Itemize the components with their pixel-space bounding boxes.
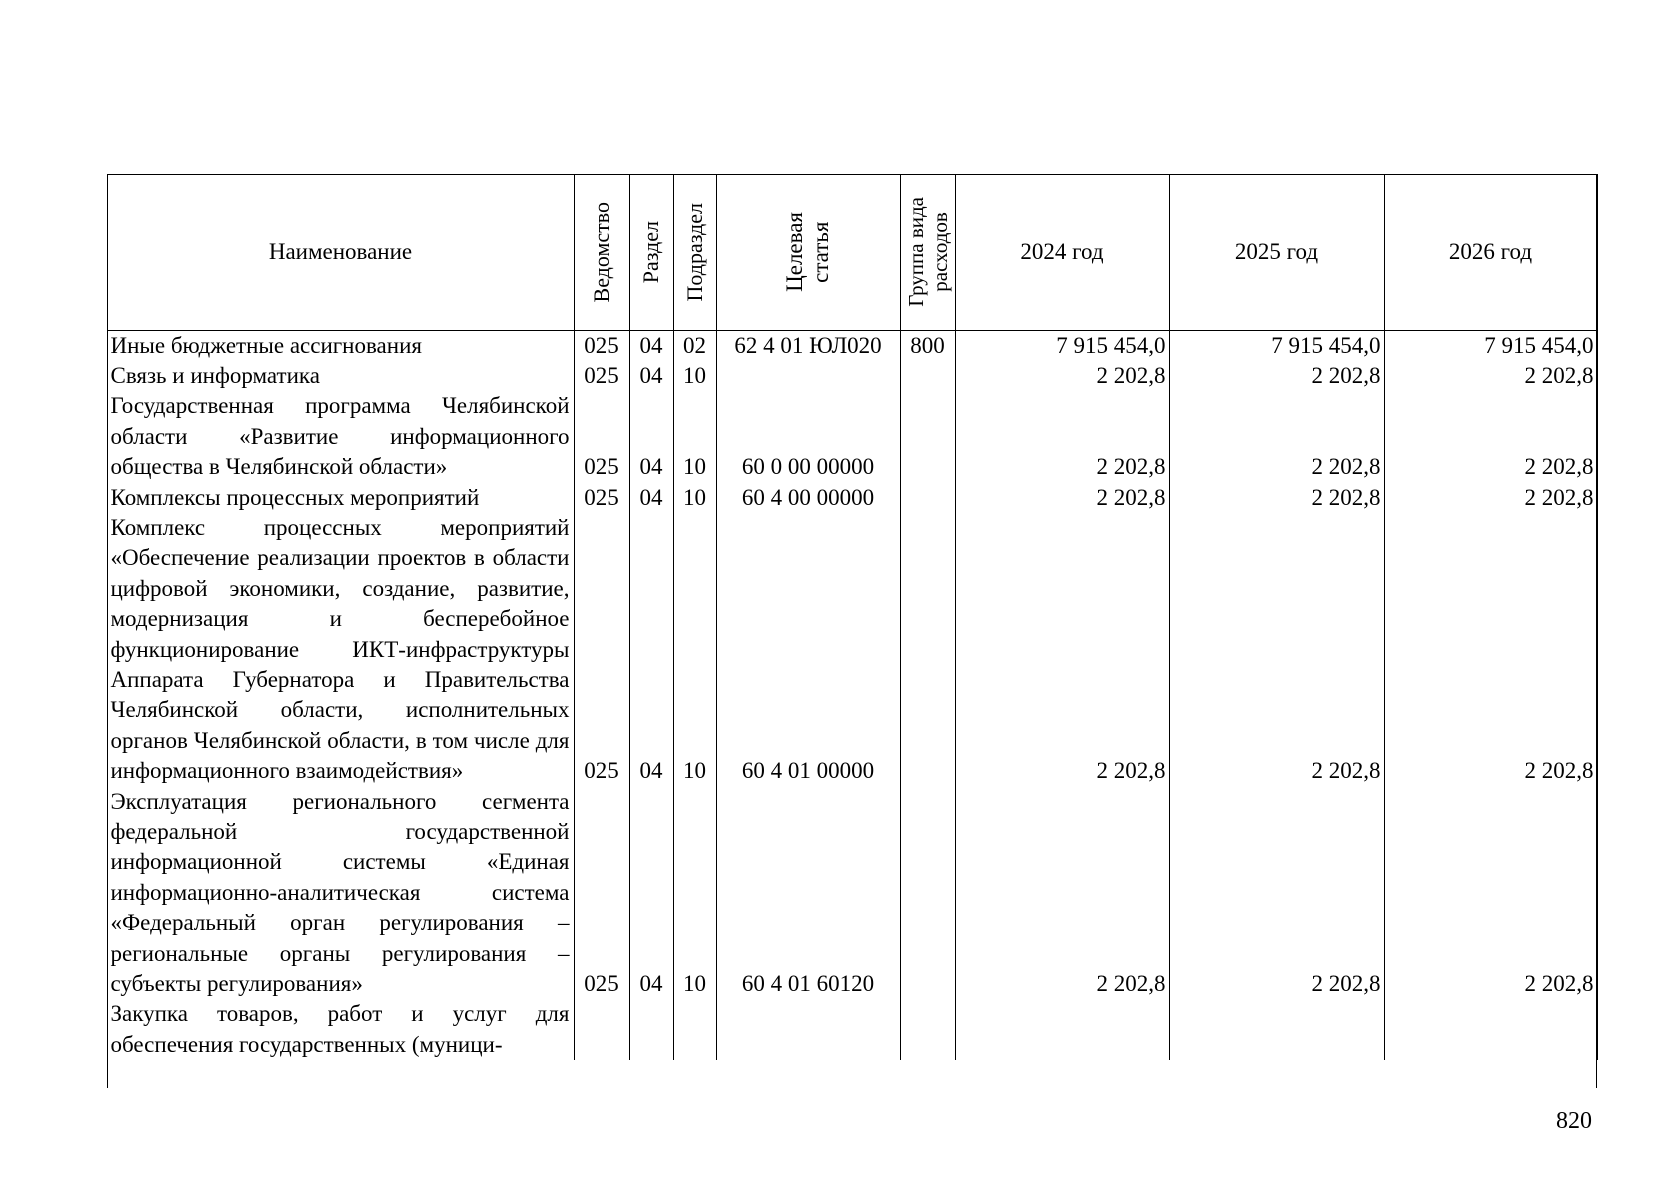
row-celevaya-statya (716, 361, 900, 391)
row-razdel: 04 (629, 361, 673, 391)
budget-table-frame (107, 174, 1597, 1088)
row-razdel: 04 (629, 330, 673, 361)
row-2025: 2 202,8 (1169, 361, 1384, 391)
row-2024: 2 202,8 (955, 513, 1169, 787)
row-vedomstvo: 025 (574, 787, 629, 1000)
row-gruppa (900, 361, 955, 391)
row-vedomstvo: 025 (574, 483, 629, 513)
row-gruppa (900, 787, 955, 1000)
row-razdel: 04 (629, 513, 673, 787)
row-podrazdel: 10 (673, 361, 716, 391)
row-2026: 2 202,8 (1384, 483, 1597, 513)
table-row (107, 330, 1597, 361)
row-celevaya-statya: 60 0 00 00000 (716, 391, 900, 482)
budget-table (107, 174, 1598, 1061)
row-2024: 7 915 454,0 (955, 330, 1169, 361)
row-2025: 2 202,8 (1169, 391, 1384, 482)
row-podrazdel: 10 (673, 391, 716, 482)
table-row (107, 999, 1597, 1060)
row-name: Закупка товаров, работ и услуг для обеспечения государственных (муници- (107, 999, 574, 1060)
header-2024: 2024 год (955, 174, 1169, 330)
table-row (107, 513, 1597, 787)
row-name: Государственная программа Челябинской области «Развитие информационного общества в Челябинской области» (107, 391, 574, 482)
row-gruppa (900, 391, 955, 482)
row-razdel: 04 (629, 787, 673, 1000)
table-row (107, 391, 1597, 482)
table-row (107, 483, 1597, 513)
row-razdel (629, 999, 673, 1060)
row-podrazdel (673, 999, 716, 1060)
row-2025: 2 202,8 (1169, 787, 1384, 1000)
row-vedomstvo: 025 (574, 330, 629, 361)
row-2025: 7 915 454,0 (1169, 330, 1384, 361)
row-celevaya-statya: 62 4 01 ЮЛ020 (716, 330, 900, 361)
row-2026: 2 202,8 (1384, 391, 1597, 482)
row-2024: 2 202,8 (955, 483, 1169, 513)
row-name: Эксплуатация регионального сегмента федеральной государственной информационной системы «Единая информационно-аналитическая система «Федеральный орган регулирования – региональные органы регулирования – субъекты регулирования» (107, 787, 574, 1000)
row-2024: 2 202,8 (955, 391, 1169, 482)
row-vedomstvo: 025 (574, 391, 629, 482)
header-razdel: Раздел (629, 174, 673, 330)
row-2025: 2 202,8 (1169, 483, 1384, 513)
row-vedomstvo: 025 (574, 513, 629, 787)
header-vedomstvo: Ведомство (574, 174, 629, 330)
row-celevaya-statya (716, 999, 900, 1060)
row-name: Комплекс процессных мероприятий «Обеспечение реализации проектов в области цифровой экономики, создание, развитие, модернизация и бесперебойное функционирование ИКТ-инфраструктуры Аппарата Губернатора и Правительства Челябинской области, исполнительных органов Челябинской области, в том числе для информационного взаимодействия» (107, 513, 574, 787)
row-podrazdel: 10 (673, 513, 716, 787)
row-2025: 2 202,8 (1169, 513, 1384, 787)
header-2025: 2025 год (1169, 174, 1384, 330)
row-gruppa (900, 483, 955, 513)
row-razdel: 04 (629, 391, 673, 482)
row-celevaya-statya: 60 4 00 00000 (716, 483, 900, 513)
row-2024: 2 202,8 (955, 361, 1169, 391)
row-name: Иные бюджетные ассигнования (107, 330, 574, 361)
row-2026: 2 202,8 (1384, 361, 1597, 391)
row-vedomstvo: 025 (574, 361, 629, 391)
header-name: Наименование (107, 174, 574, 330)
header-celevaya-statya: Целевая статья (716, 174, 900, 330)
row-2024: 2 202,8 (955, 787, 1169, 1000)
row-2026 (1384, 999, 1597, 1060)
header-2026: 2026 год (1384, 174, 1597, 330)
row-razdel: 04 (629, 483, 673, 513)
row-gruppa (900, 513, 955, 787)
row-gruppa: 800 (900, 330, 955, 361)
row-name: Связь и информатика (107, 361, 574, 391)
row-name: Комплексы процессных мероприятий (107, 483, 574, 513)
table-row (107, 361, 1597, 391)
page-number: 820 (1556, 1108, 1592, 1134)
row-podrazdel: 02 (673, 330, 716, 361)
row-celevaya-statya: 60 4 01 00000 (716, 513, 900, 787)
header-podrazdel: Подраздел (673, 174, 716, 330)
table-header-row (107, 174, 1597, 330)
header-gruppa-vida-rashodov: Группа вида расходов (900, 174, 955, 330)
row-vedomstvo (574, 999, 629, 1060)
row-podrazdel: 10 (673, 483, 716, 513)
row-gruppa (900, 999, 955, 1060)
row-2026: 2 202,8 (1384, 513, 1597, 787)
row-celevaya-statya: 60 4 01 60120 (716, 787, 900, 1000)
table-row (107, 787, 1597, 1000)
row-2025 (1169, 999, 1384, 1060)
row-podrazdel: 10 (673, 787, 716, 1000)
row-2026: 7 915 454,0 (1384, 330, 1597, 361)
row-2024 (955, 999, 1169, 1060)
row-2026: 2 202,8 (1384, 787, 1597, 1000)
